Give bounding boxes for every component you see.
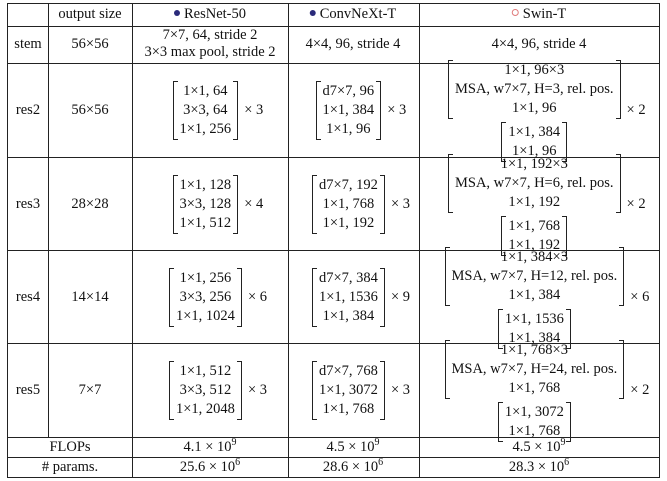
convnext-res5-block xyxy=(312,361,410,420)
swin-res4-block xyxy=(445,247,650,349)
resnet-res2-matrix xyxy=(173,81,239,140)
swin-res5-attn-line: 1×1, 768 xyxy=(508,379,561,396)
resnet-res3-multiplier: × 4 xyxy=(244,196,264,212)
rule-col4 xyxy=(419,3,420,478)
flops-swin-exp: 9 xyxy=(560,437,566,449)
rule-right xyxy=(659,3,660,478)
swin-res5-mlp-matrix xyxy=(498,402,571,442)
resnet-res4-line: 3×3, 256 xyxy=(179,289,232,305)
swin-res3-attn-line: 1×1, 192×3 xyxy=(500,155,568,172)
row-label-res4: res4 xyxy=(15,288,41,305)
convnext-res2-line: 1×1, 384 xyxy=(322,102,375,118)
convnext-res4-multiplier: × 9 xyxy=(390,289,410,305)
convnext-dot-icon xyxy=(310,10,316,16)
swin-res5-stack xyxy=(445,340,625,442)
convnext-res4-matrix xyxy=(312,268,385,327)
swin-res2-block xyxy=(448,60,646,162)
rule-top xyxy=(7,3,660,4)
row-label-stem: stem xyxy=(14,36,42,52)
convnext-res2-multiplier: × 3 xyxy=(387,102,407,118)
swin-res2-attn-line: MSA, w7×7, H=3, rel. pos. xyxy=(455,80,614,97)
resnet-res5-line: 1×1, 512 xyxy=(179,363,232,379)
output-size-res4: 14×14 xyxy=(71,288,109,305)
resnet-res4-multiplier: × 6 xyxy=(247,289,267,305)
row-label-params: # params. xyxy=(41,459,99,475)
swin-res4-attn-line: 1×1, 384 xyxy=(508,286,561,303)
params-convnext-base: 28.6 × 10 xyxy=(322,459,379,475)
params-resnet xyxy=(180,459,240,476)
swin-res2-attention-matrix xyxy=(448,60,621,119)
swin-res3-multiplier: × 2 xyxy=(626,196,646,212)
convnext-res4-line: 1×1, 384 xyxy=(322,308,375,324)
flops-convnext xyxy=(326,439,379,456)
params-swin xyxy=(509,459,569,476)
resnet-res5-line: 3×3, 512 xyxy=(179,382,232,398)
convnext-res2-line: 1×1, 96 xyxy=(326,121,371,137)
header-swin-label: Swin-T xyxy=(522,6,567,22)
flops-resnet xyxy=(183,439,236,456)
swin-res4-attn-line: 1×1, 384×3 xyxy=(500,248,568,265)
convnext-res4-block xyxy=(312,268,410,327)
swin-res2-mlp-line: 1×1, 96 xyxy=(512,142,557,159)
stem-swin: 4×4, 96, stride 4 xyxy=(491,36,587,52)
header-resnet xyxy=(174,6,246,23)
convnext-res5-line: 1×1, 3072 xyxy=(319,382,378,398)
rule-bottom xyxy=(7,477,660,478)
params-resnet-base: 25.6 × 10 xyxy=(179,459,236,475)
flops-convnext-base: 4.5 × 10 xyxy=(326,439,375,455)
row-label-res5: res5 xyxy=(15,381,41,398)
convnext-res5-line: d7×7, 768 xyxy=(319,363,378,379)
resnet-dot-icon xyxy=(174,10,180,16)
swin-res2-attn-line: 1×1, 96 xyxy=(512,99,557,116)
params-swin-exp: 6 xyxy=(564,457,570,469)
resnet-res2-line: 1×1, 256 xyxy=(179,121,232,137)
resnet-res2-block xyxy=(173,81,264,140)
resnet-res2-line: 1×1, 64 xyxy=(183,83,228,99)
convnext-res2-line: d7×7, 96 xyxy=(322,83,375,99)
header-resnet-label: ResNet-50 xyxy=(183,6,247,22)
output-size-res2: 56×56 xyxy=(71,101,109,118)
rule-flops xyxy=(7,457,660,458)
resnet-res3-line: 3×3, 128 xyxy=(179,196,232,212)
header-output-size: output size xyxy=(58,6,122,22)
rule-col3 xyxy=(288,3,289,478)
convnext-res3-block xyxy=(312,175,410,234)
stem-convnext: 4×4, 96, stride 4 xyxy=(305,36,401,52)
swin-res3-mlp-line: 1×1, 768 xyxy=(508,217,561,234)
swin-dot-icon xyxy=(512,9,519,16)
rule-left xyxy=(7,3,8,478)
swin-res4-mlp-line: 1×1, 1536 xyxy=(504,310,564,327)
convnext-res5-matrix xyxy=(312,361,385,420)
flops-convnext-exp: 9 xyxy=(374,437,380,449)
swin-res5-attn-line: MSA, w7×7, H=24, rel. pos. xyxy=(451,360,618,377)
swin-res2-attn-line: 1×1, 96×3 xyxy=(504,61,565,78)
swin-res5-mlp-line: 1×1, 768 xyxy=(508,422,561,439)
stem-output: 56×56 xyxy=(71,36,109,52)
resnet-res3-line: 1×1, 512 xyxy=(179,215,232,231)
swin-res5-mlp-line: 1×1, 3072 xyxy=(504,403,564,420)
swin-res3-attention-matrix xyxy=(448,154,621,213)
stem-resnet-line1: 7×7, 64, stride 2 xyxy=(162,27,258,43)
swin-res3-block xyxy=(448,154,646,256)
output-size-res3: 28×28 xyxy=(71,195,109,212)
header-swin xyxy=(512,6,567,23)
resnet-res3-matrix xyxy=(173,175,239,234)
resnet-res4-block xyxy=(169,268,267,327)
header-convnext xyxy=(310,6,397,23)
resnet-res2-line: 3×3, 64 xyxy=(183,102,228,118)
resnet-res4-line: 1×1, 256 xyxy=(179,270,232,286)
resnet-res5-block xyxy=(169,361,267,420)
resnet-res5-multiplier: × 3 xyxy=(247,382,267,398)
swin-res5-multiplier: × 2 xyxy=(630,382,650,398)
row-label-res2: res2 xyxy=(15,101,41,118)
rule-col1 xyxy=(48,3,49,437)
swin-res4-stack xyxy=(445,247,625,349)
swin-res2-stack xyxy=(448,60,621,162)
convnext-res3-matrix xyxy=(312,175,385,234)
resnet-res4-line: 1×1, 1024 xyxy=(176,308,235,324)
output-size-res5: 7×7 xyxy=(78,381,102,398)
swin-res3-attn-line: MSA, w7×7, H=6, rel. pos. xyxy=(455,174,614,191)
row-label-flops: FLOPs xyxy=(49,439,91,455)
swin-res3-mlp-line: 1×1, 192 xyxy=(508,236,561,253)
params-convnext xyxy=(323,459,383,476)
convnext-res2-block xyxy=(316,81,407,140)
swin-res5-attn-line: 1×1, 768×3 xyxy=(500,341,568,358)
convnext-res5-line: 1×1, 768 xyxy=(322,401,375,417)
convnext-res4-line: d7×7, 384 xyxy=(319,270,378,286)
params-convnext-exp: 6 xyxy=(378,457,384,469)
resnet-res2-multiplier: × 3 xyxy=(244,102,264,118)
convnext-res2-matrix xyxy=(316,81,382,140)
row-label-res3: res3 xyxy=(15,195,41,212)
params-swin-base: 28.3 × 10 xyxy=(508,459,565,475)
swin-res3-stack xyxy=(448,154,621,256)
swin-res4-attn-line: MSA, w7×7, H=12, rel. pos. xyxy=(451,267,618,284)
swin-res2-multiplier: × 2 xyxy=(626,102,646,118)
resnet-res3-block xyxy=(173,175,264,234)
convnext-res3-line: d7×7, 192 xyxy=(319,177,378,193)
swin-res2-mlp-line: 1×1, 384 xyxy=(508,123,561,140)
swin-res5-block xyxy=(445,340,650,442)
swin-res4-mlp-line: 1×1, 384 xyxy=(508,329,561,346)
swin-res4-multiplier: × 6 xyxy=(630,289,650,305)
swin-res5-attention-matrix xyxy=(445,340,625,399)
convnext-res3-line: 1×1, 192 xyxy=(322,215,375,231)
convnext-res3-line: 1×1, 768 xyxy=(322,196,375,212)
rule-col2 xyxy=(132,3,133,478)
rule-header xyxy=(7,26,660,27)
flops-swin-base: 4.5 × 10 xyxy=(512,439,561,455)
flops-resnet-exp: 9 xyxy=(231,437,237,449)
flops-swin xyxy=(512,439,565,456)
stem-resnet-line2: 3×3 max pool, stride 2 xyxy=(144,44,276,60)
resnet-res3-line: 1×1, 128 xyxy=(179,177,232,193)
convnext-res5-multiplier: × 3 xyxy=(390,382,410,398)
swin-res3-attn-line: 1×1, 192 xyxy=(508,193,561,210)
resnet-res5-line: 1×1, 2048 xyxy=(176,401,235,417)
flops-resnet-base: 4.1 × 10 xyxy=(183,439,232,455)
header-convnext-label: ConvNeXt-T xyxy=(319,6,397,22)
convnext-res4-line: 1×1, 1536 xyxy=(319,289,378,305)
resnet-res5-matrix xyxy=(169,361,242,420)
resnet-res4-matrix xyxy=(169,268,242,327)
swin-res4-attention-matrix xyxy=(445,247,625,306)
convnext-res3-multiplier: × 3 xyxy=(390,196,410,212)
params-resnet-exp: 6 xyxy=(235,457,241,469)
